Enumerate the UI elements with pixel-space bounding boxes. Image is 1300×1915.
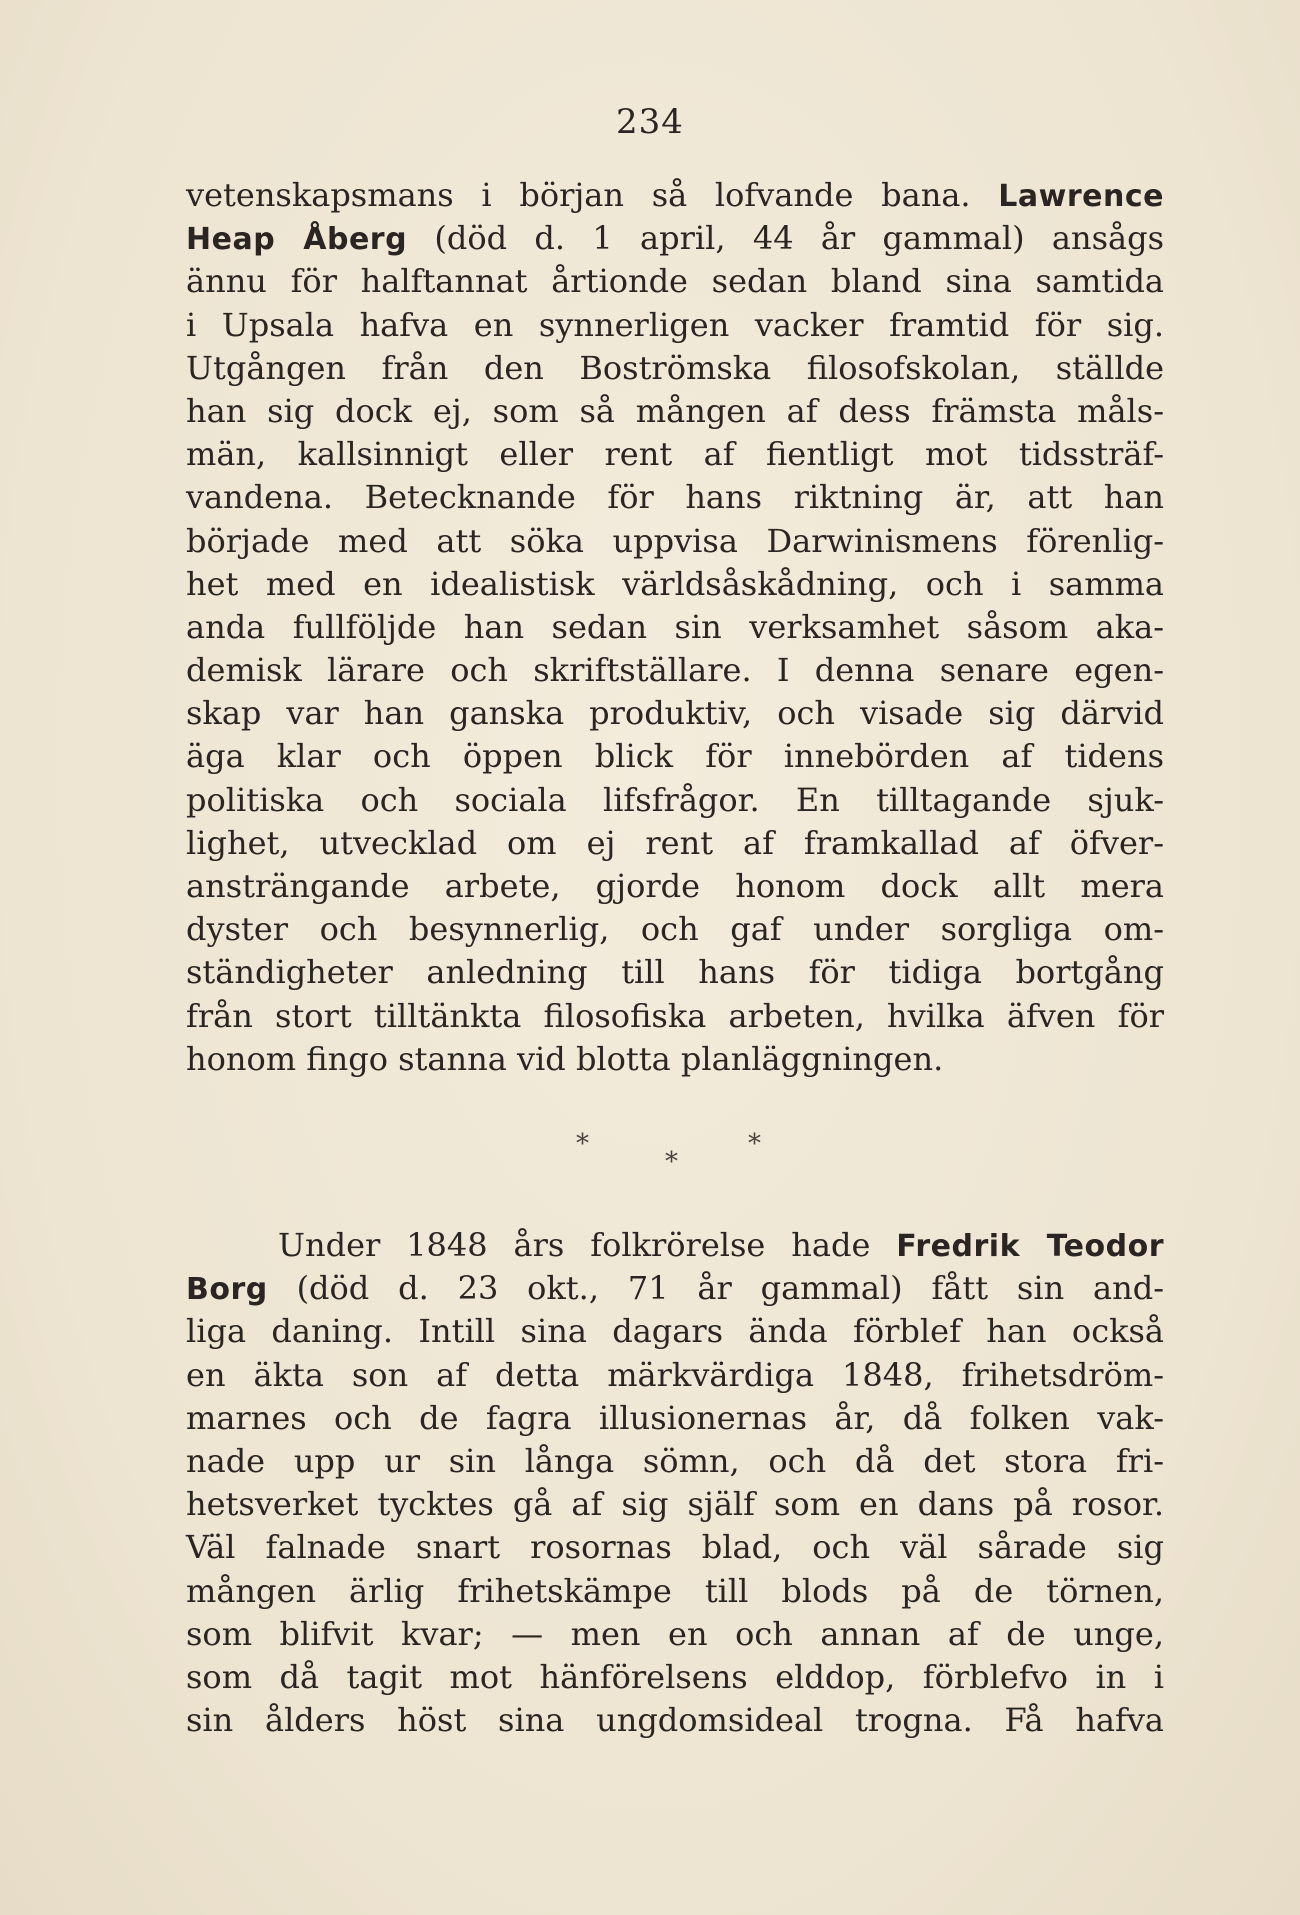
text-line: Utgången från den Boströmska filosofskolan, ställde — [186, 348, 1164, 387]
text-line: ansträngande arbete, gjorde honom dock allt mera — [186, 867, 1164, 905]
person-name: Lawrence — [998, 179, 1164, 214]
asterisk-glyph: * — [748, 1129, 761, 1159]
text-line: vandena. Betecknande för hans riktning är, att han — [186, 478, 1164, 517]
text-line: en äkta son af detta märkvärdiga 1848, frihetsdröm- — [186, 1355, 1164, 1394]
text-line: dyster och besynnerlig, och gaf under sorgliga om- — [186, 910, 1164, 949]
text-line: män, kallsinnigt eller rent af fientligt mot tidssträf- — [186, 435, 1164, 474]
text-line: anda fullföljde han sedan sin verksamhet såsom aka- — [186, 607, 1164, 646]
text-line: demisk lärare och skriftställare. I denna senare egen- — [186, 651, 1164, 690]
person-name: Fredrik Teodor — [896, 1229, 1165, 1264]
text-line: politiska och sociala lifsfrågor. En tilltagande sjuk- — [186, 780, 1164, 819]
text-line: lighet, utvecklad om ej rent af framkallad af öfver- — [186, 823, 1164, 862]
asterisk-glyph: * — [665, 1147, 678, 1177]
text-line: han sig dock ej, som så mången af dess främsta måls- — [186, 391, 1164, 430]
section-divider-asterism — [0, 1125, 1300, 1185]
text-line: Heap Åberg (död d. 1 april, 44 år gammal) ansågs — [186, 219, 1164, 258]
text-line: Väl falnade snart rosornas blad, och väl sårade sig — [186, 1528, 1164, 1567]
text-line: från stort tilltänkta filosofiska arbeten, hvilka äfven för — [186, 996, 1164, 1035]
text-line: marnes och de fagra illusionernas år, då folken vak- — [186, 1398, 1164, 1437]
text-line: ständigheter anledning till hans för tidiga bortgång — [186, 953, 1164, 992]
text-line: vetenskapsmans i början så lofvande bana. Lawrence — [186, 176, 1164, 214]
text-line: het med en idealistisk världsåskådning, och i samma — [186, 564, 1164, 603]
asterisk-glyph: * — [576, 1129, 589, 1159]
text-line: liga daning. Intill sina dagars ända förblef han också — [186, 1312, 1164, 1351]
text-line: Under 1848 års folkrörelse hade Fredrik Teodor — [278, 1226, 1165, 1264]
text-line: mången ärlig frihetskämpe till blods på de törnen, — [186, 1571, 1164, 1610]
text-line: Borg (död d. 23 okt., 71 år gammal) fått sin and- — [186, 1269, 1164, 1308]
text-line: honom fingo stanna vid blotta planläggningen. — [186, 1039, 944, 1078]
person-name: Heap Åberg — [186, 222, 408, 258]
text-line: äga klar och öppen blick för innebörden af tidens — [186, 737, 1164, 776]
text-line: skap var han ganska produktiv, och visade sig därvid — [186, 694, 1164, 733]
text-line: sin ålders höst sina ungdomsideal trogna. Få hafva — [186, 1701, 1164, 1740]
text-line: i Upsala hafva en synnerligen vacker framtid för sig. — [186, 305, 1164, 344]
paragraph-aberg — [186, 174, 1164, 1081]
text-line: började med att söka uppvisa Darwinismens förenlig- — [186, 521, 1164, 560]
text-line: nade upp ur sin långa sömn, och då det stora fri- — [186, 1441, 1164, 1480]
text-line: hetsverket tycktes gå af sig själf som en dans på rosor. — [186, 1485, 1164, 1524]
paragraph-borg — [186, 1224, 1164, 1742]
text-line: som blifvit kvar; — men en och annan af de unge, — [186, 1614, 1164, 1653]
text-line: som då tagit mot hänförelsens elddop, förblefvo in i — [186, 1657, 1164, 1696]
person-name: Borg — [186, 1272, 268, 1308]
page-number: 234 — [616, 102, 684, 142]
text-line: ännu för halftannat årtionde sedan bland sina samtida — [186, 262, 1164, 301]
